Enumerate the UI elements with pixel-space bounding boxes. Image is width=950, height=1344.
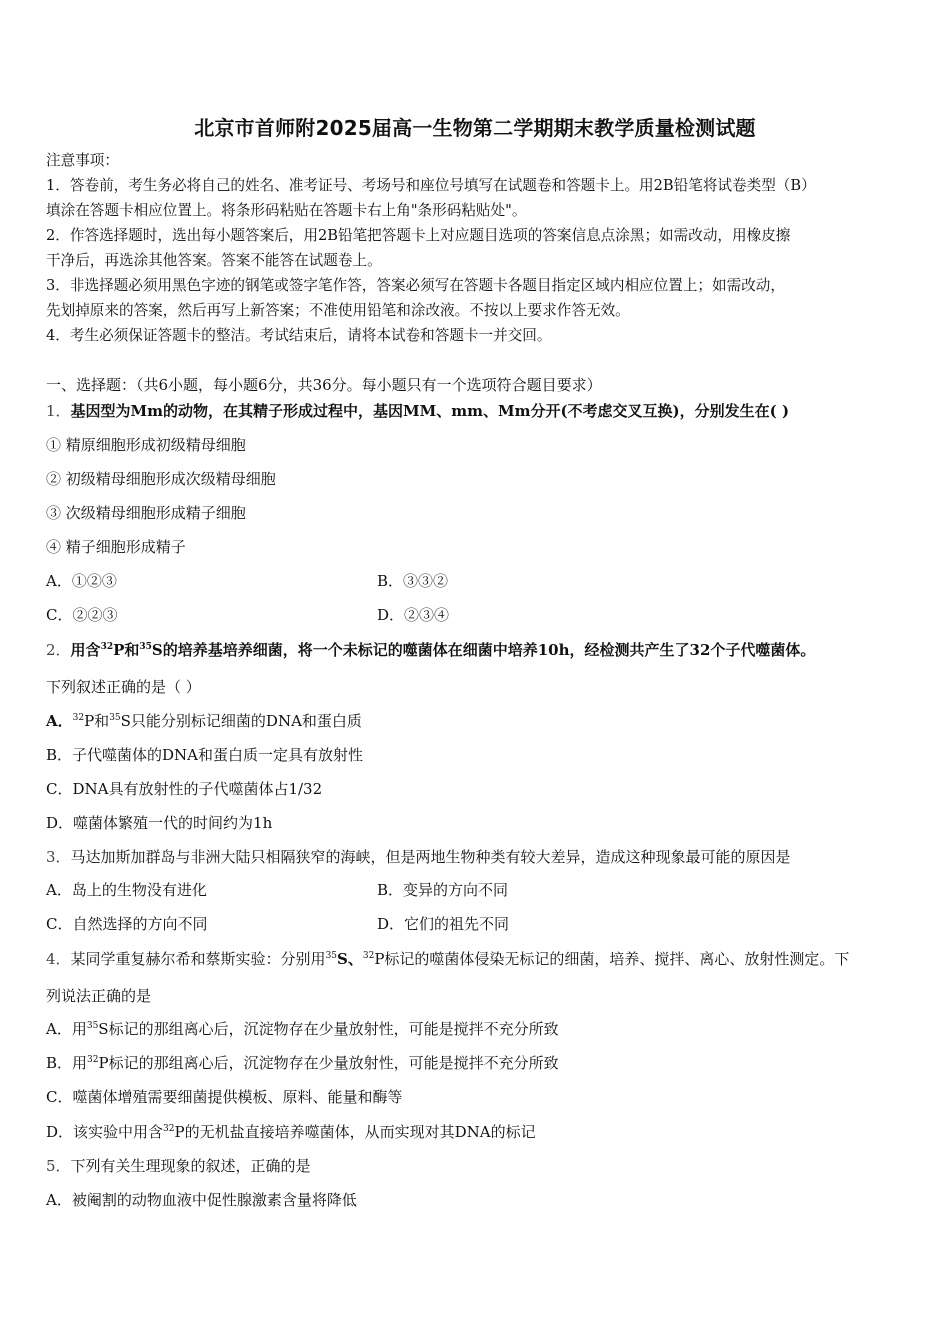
q3-option-d: D．它们的祖先不同	[377, 915, 510, 933]
q2-option-d: D．噬菌体繁殖一代的时间约为1h	[46, 814, 273, 832]
q4-option-a: A．用$^{35}$S标记的那组离心后，沉淀物存在少量放射性，可能是搅拌不充分所致	[46, 1020, 559, 1038]
question-number: 3．	[46, 848, 71, 866]
question-4: 4．某同学重复赫尔希和蔡斯实验：分别用$^{35}$S、$^{32}$P标记的噬菌体侵染无标记的细菌，培养、搅拌、离心、放射性测定。下	[46, 950, 850, 968]
q2-stem-part: 用含	[70, 641, 101, 659]
q2-sup-32: 32	[100, 642, 114, 652]
q1-option-a: A．①②③	[46, 572, 117, 590]
question-2	[46, 640, 815, 660]
notice-line: 3．非选择题必须用黑色字迹的钢笔或签字笔作答，答案必须写在答题卡各题目指定区域内相应位置上；如需改动，	[46, 277, 785, 294]
question-5	[46, 1156, 311, 1176]
q4-option-d: D．该实验中用含$^{32}$P的无机盐直接培养噬菌体，从而实现对其DNA的标记	[46, 1123, 536, 1141]
question-number: 5．	[46, 1157, 71, 1175]
q1-item: ② 初级精母细胞形成次级精母细胞	[46, 470, 276, 488]
notice-line: 2．作答选择题时，选出每小题答案后，用2B铅笔把答题卡上对应题目选项的答案信息点涂黑；如需改动，用橡皮擦	[46, 227, 791, 244]
notice-line: 先划掉原来的答案，然后再写上新答案；不准使用铅笔和涂改液。不按以上要求作答无效。	[46, 302, 630, 319]
question-stem: 下列有关生理现象的叙述，正确的是	[70, 1157, 311, 1175]
q4-option-b: B．用$^{32}$P标记的那组离心后，沉淀物存在少量放射性，可能是搅拌不充分所致	[46, 1054, 559, 1072]
question-stem: 马达加斯加群岛与非洲大陆只相隔狭窄的海峡，但是两地生物种类有较大差异，造成这种现象最可能的原因是	[70, 848, 791, 866]
question-stem: 基因型为Mm的动物，在其精子形成过程中，基因MM、mm、Mm分开(不考虑交叉互换)，分别发生在( )	[70, 402, 790, 420]
q2-option-a: A．$^{32}$P和$^{35}$S只能分别标记细菌的DNA和蛋白质	[46, 712, 362, 730]
q2-stem-part: S的培养基培养细菌，将一个未标记的噬菌体在细菌中培养10h，经检测共产生了32个子代噬菌体。	[151, 641, 816, 659]
q2-option-c: C．DNA具有放射性的子代噬菌体占1/32	[46, 780, 323, 798]
q3-option-b: B．变异的方向不同	[377, 881, 509, 899]
notice-heading: 注意事项：	[46, 152, 119, 169]
page-title: 北京市首师附2025届高一生物第二学期期末教学质量检测试题	[194, 116, 756, 140]
q2-stem-part: P和	[113, 641, 140, 659]
q1-item: ③ 次级精母细胞形成精子细胞	[46, 504, 246, 522]
q3-option-c: C．自然选择的方向不同	[46, 915, 208, 933]
q1-option-d: D．②③④	[377, 606, 450, 624]
q2-sup-35: 35	[139, 642, 152, 652]
q2-stem-2: 下列叙述正确的是（ ）	[46, 678, 201, 696]
notice-line: 填涂在答题卡相应位置上。将条形码粘贴在答题卡右上角"条形码粘贴处"。	[46, 202, 527, 219]
q3-option-a: A．岛上的生物没有进化	[46, 881, 207, 899]
section-heading: 一、选择题：（共6小题，每小题6分，共36分。每小题只有一个选项符合题目要求）	[46, 376, 602, 394]
q5-option-a: A．被阉割的动物血液中促性腺激素含量将降低	[46, 1191, 357, 1209]
notice-line: 4．考生必须保证答题卡的整洁。考试结束后，请将本试卷和答题卡一并交回。	[46, 327, 552, 344]
q1-option-b: B．③③②	[377, 572, 449, 590]
question-number: 4．	[46, 950, 71, 968]
question-1	[46, 401, 789, 421]
q1-item: ① 精原细胞形成初级精母细胞	[46, 436, 246, 454]
q1-item: ④ 精子细胞形成精子	[46, 538, 186, 556]
q2-option-b: B．子代噬菌体的DNA和蛋白质一定具有放射性	[46, 746, 364, 764]
question-3	[46, 847, 791, 867]
q4-stem-2: 列说法正确的是	[46, 987, 152, 1005]
q4-option-c: C．噬菌体增殖需要细菌提供模板、原料、能量和酶等	[46, 1088, 403, 1106]
notice-line: 1．答卷前，考生务必将自己的姓名、准考证号、考场号和座位号填写在试题卷和答题卡上。用2B铅笔将试卷类型（B）	[46, 177, 816, 194]
question-number: 2．	[46, 641, 71, 659]
question-number: 1．	[46, 402, 71, 420]
q1-option-c: C．②②③	[46, 606, 118, 624]
notice-line: 干净后，再选涂其他答案。答案不能答在试题卷上。	[46, 252, 382, 269]
